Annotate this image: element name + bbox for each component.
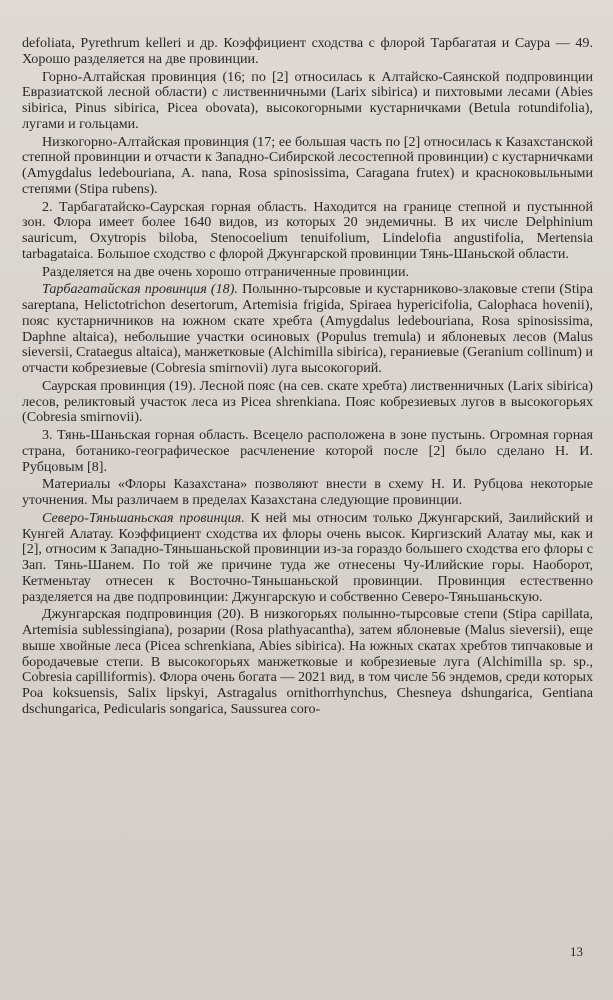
paragraph-text: Полынно-тырсовые и кустарниково-злаковые степи (Stipa sareptana, Helictotrichon desertorum, Artemisia frigida, Spiraea hypericifolia, Calophaca hovenii), пояс кустарничников на южном скате хребта (Amygdalus ledebouriana, Rosa spinosissima, Daphne altaica), небольшие участки осиновых (Populus tremula) и яблоневых лесов (Malus sieversii, Crataegus altaica), манжетковые (Alchimilla sibirica), гераниевые (Geranium collinum) и отчасти кобрезиевые (Cobresia smirnovii) луга высокогорий.	[22, 281, 593, 376]
paragraph-tarbagatai-saur-region	[22, 200, 593, 263]
paragraph-flora-materials	[22, 477, 593, 509]
paragraph-text: Материалы «Флоры Казахстана» позволяют внести в схему Н. И. Рубцова некоторые уточнения. Мы различаем в пределах Казахстана следующие провинции.	[22, 476, 593, 508]
paragraph-gorno-altai	[22, 70, 593, 133]
paragraph-text: Джунгарская подпровинция (20). В низкогорьях полынно-тырсовые степи (Stipa capillata, Artemisia sublessingiana), розарии (Rosa plathyacantha), затем яблоневые (Malus sieversii), еще выше хвойные леса (Picea schrenkiana, Abies sibirica). На южных скатах хребтов типчаковые и бородачевые степи. В высокогорьях манжетковые и кобрезиевые луга (Alchimilla sp. sp., Cobresia capilliformis). Флора очень богата — 2021 вид, в том числе 56 эндемов, среди которых Poa koksuensis, Salix lipskyi, Astragalus ornithorrhynchus, Chesneya dshungarica, Gentiana dschungarica, Pedicularis songarica, Saussurea coro-	[22, 606, 593, 717]
paragraph-nizkogorno-altai	[22, 135, 593, 198]
paragraph-text: Горно-Алтайская провинция (16; по [2] относилась к Алтайско-Саянской подпровинции Евразиатской лесной области) с лиственничными (Larix sibirica) и пихтовыми лесами (Abies sibirica, Pinus sibirica, Picea obovata), высокогорными кустарничками (Betula rotundifolia), лугами и гольцами.	[22, 68, 593, 132]
paragraph-text: К ней мы относим только Джунгарский, Заилийский и Кунгей Алатау. Коэффициент сходства их флоры очень высок. Киргизский Алатау мы, как и [2], относим к Западно-Тяньшаньской провинции из-за гораздо большего сходства его флоры с Зап. Тянь-Шанем. По той же причине туда же отнесены Чу-Илийские горы. Наоборот, Кетменьтау отнесен к Восточно-Тяньшаньской провинции. Провинция естественно разделяется на две подпровинции: Джунгарскую и собственно Северо-Тяньшаньскую.	[22, 509, 593, 605]
paragraph-text: Низкогорно-Алтайская провинция (17; ее большая часть по [2] относилась к Казахстанской степной провинции и отчасти к Западно-Сибирской лесостепной провинции) с кустарничками (Amygdalus ledebouriana, A. nana, Rosa spinosissima, Caragana frutex) и красноковыльными степями (Stipa rubens).	[22, 133, 593, 197]
paragraph-north-tien-shan	[22, 511, 593, 606]
paragraph-lead: Северо-Тяньшаньская провинция.	[42, 509, 245, 526]
paragraph-text: 2. Тарбагатайско-Саурская горная область. Находится на границе степной и пустынной зон. Флора имеет более 1640 видов, из которых 20 эндемичны. В их числе Delphinium sauricum, Oxytropis biloba, Stenocoelium tenuifolium, Lindelofia angustifolia, Mertensia tarbagataica. Большое сходство с флорой Джунгарской провинции Тянь-Шаньской области.	[22, 198, 593, 262]
paragraph-dzhungar-subprovince	[22, 607, 593, 717]
paragraph-tien-shan-region	[22, 428, 593, 475]
paragraph-text: 3. Тянь-Шаньская горная область. Всецело расположена в зоне пустынь. Огромная горная страна, ботанико-географическое расчленение которой после [2] было сделано Н. И. Рубцовым [8].	[22, 427, 593, 475]
paragraph-continuation	[22, 36, 593, 68]
paragraph-text: Саурская провинция (19). Лесной пояс (на сев. скате хребта) лиственничных (Larix sibirica) лесов, реликтовый участок леса из Picea shrenkiana. Пояс кобрезиевых лугов в высокогорьях (Cobresia smirnovii).	[22, 377, 593, 426]
page-text	[22, 36, 593, 720]
paragraph-text: defoliata, Pyrethrum kelleri и др. Коэффициент сходства с флорой Тарбагатая и Саура — 49. Хорошо разделяется на две провинции.	[22, 35, 593, 67]
paragraph-saur-province	[22, 379, 593, 426]
paragraph-tarbagatai-province	[22, 282, 593, 377]
paragraph-text: Разделяется на две очень хорошо отграниченные провинции.	[42, 263, 410, 280]
paragraph-divides	[22, 265, 593, 281]
page-number: 13	[570, 944, 583, 959]
paragraph-lead: Тарбагатайская провинция (18).	[42, 281, 238, 298]
